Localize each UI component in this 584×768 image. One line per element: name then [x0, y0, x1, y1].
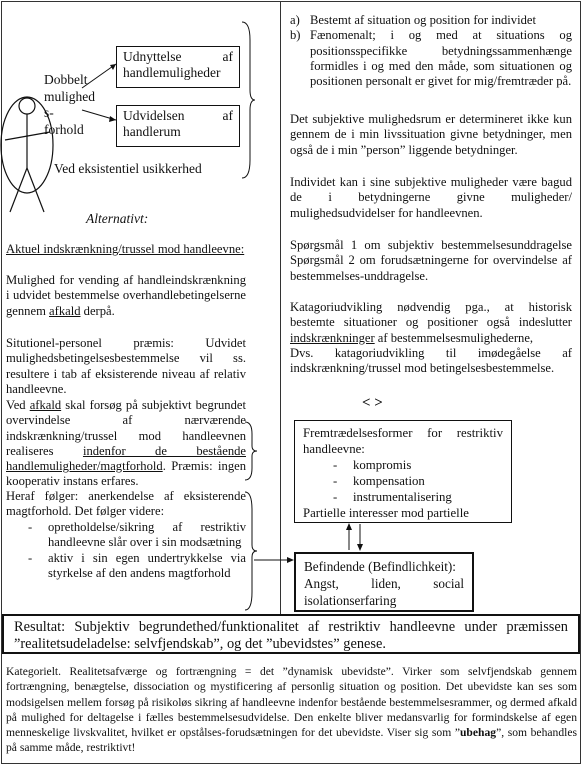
- list-item-a: [290, 13, 572, 28]
- list-item: - opretholdelse/sikring af restriktiv handleevne slår over i sin modsætning: [28, 520, 246, 550]
- list-item: - kompensation: [333, 474, 425, 488]
- heraf-paragraph: Heraf følger: anerkendelse af eksisterende magtforhold. Det følger videre:: [6, 489, 246, 519]
- fremtraedelse-box: [294, 420, 512, 523]
- indenfor-text: indenfor de bestående handlemuligheder/magtforhold: [6, 443, 246, 474]
- horizontal-arrow: [252, 548, 296, 564]
- bottom-paragraph: [6, 664, 577, 756]
- situtionel-paragraph: Situtionel-personel præmis: Udvidet mulighedsbetingelsesbestemmelse vil ss. resultere i tab af eksisterende niveau af relativ handleevne.: [6, 336, 246, 396]
- mulighed-text: Mulighed for vending af handleindskrænkning i udvidet bestemmelse overhandlebetingelserne gennem: [6, 273, 246, 318]
- expansion-box: Udvidelsen af handlerum: [116, 105, 240, 147]
- ved-paragraph: [6, 398, 246, 490]
- befindende-text: Angst, liden, social isolationserfaring: [304, 576, 464, 608]
- aktuel-heading-text: Aktuel indskrænkning/trussel mod handleevne:: [6, 242, 245, 256]
- right-paragraph-1: Det subjektive mulighedsrum er determineret ikke kun gennem de i min livssituation givne betydninger, men også de i min ”person” liggende betydninger.: [290, 112, 572, 157]
- list-a: [290, 13, 572, 89]
- text-a: Bestemt af situation og position for individet: [310, 13, 536, 27]
- right-paragraph-3: Spørgsmål 1 om subjektiv bestemmelsesunddragelse Spørgsmål 2 om forudsætningerne for overvindelse af bestemmelses-unddragelse.: [290, 238, 572, 283]
- p4-underlined: indskrænkninger: [290, 330, 375, 345]
- label-a: a): [290, 13, 300, 27]
- list-item-text: opretholdelse/sikring af restriktiv handleevne slår over i sin modsætning: [48, 520, 246, 550]
- aktuel-heading: [6, 242, 246, 257]
- consequence-list: [28, 520, 246, 581]
- eksistentiel-text: Ved eksistentiel usikkerhed: [54, 161, 202, 176]
- ved-rest-2: . Præmis: ingen kooperativ instans erfares.: [6, 459, 246, 489]
- partielle-text: Partielle interesser mod partielle: [303, 506, 469, 520]
- list-item: - kompromis: [333, 458, 412, 472]
- vertical-arrows: [340, 522, 370, 552]
- connector-arrows: [80, 50, 120, 140]
- list-item-text: kompensation: [353, 474, 425, 488]
- ved-text: Ved: [6, 398, 30, 412]
- alternativt-heading: Alternativt:: [86, 211, 149, 226]
- ubehag-text: ubehag: [459, 726, 497, 740]
- angle-arrows: < >: [362, 395, 383, 411]
- center-divider: [280, 2, 281, 614]
- fremtraedelse-list: [303, 457, 503, 505]
- dobbelt-line-4: forhold: [44, 121, 84, 137]
- left-brace-top: [244, 420, 258, 482]
- fremtraedelse-title: Fremtrædelsesformer for restriktiv handleevne:: [303, 426, 503, 456]
- label-b: b): [290, 28, 301, 43]
- afkald-text-2: afkald: [29, 398, 62, 412]
- mulighed-paragraph: [6, 273, 246, 319]
- list-item: - instrumentalisering: [333, 490, 452, 504]
- befindende-title: Befindende (Befindlichkeit):: [304, 559, 456, 574]
- right-paragraph-2: Individet kan i sine subjektive muligheder være bagud de i betydningerne givne muligheder/ mulighedsudvidelser for handleevnen.: [290, 175, 572, 220]
- list-item-text: instrumentalisering: [353, 490, 452, 504]
- mulighed-tail: derpå.: [80, 303, 115, 318]
- brace-above-b: [282, 72, 294, 82]
- utilization-box: Udnyttelse af handlemuligheder: [116, 46, 240, 88]
- p4-b: af bestemmelsesmulighederne,: [374, 330, 534, 345]
- right-brace: [240, 20, 256, 180]
- bottom-text: Kategorielt. Realitetsafværge og fortrængning = det ”dynamisk ubevidste”. Virker som selvfjendskab gennem fortrængning, benægtelse, dissociation og mystificering af personlig situation og position. Det ubevidste kan ses som modsigelsen mellem forsøg på risikoløs sikring af handleevne indenfor bestående bestemmelsesrammer, og dermed afkald på mulighed for deltagelse i fælles bestemmelsesudvidelse. Den enkelte bliver medansvarlig for formindskelse af egen menneskelige livskvalitet, hvilket er opstålses-forudsætningen for det ubevidste. Viser sig som ”: [6, 665, 577, 740]
- p4-c: Dvs. katagoriudvikling til imødegåelse af indskrænkning/trussel mod betingelsesbestemmelse.: [290, 345, 572, 376]
- list-item-text: kompromis: [353, 458, 412, 472]
- right-paragraph-4: [290, 300, 572, 376]
- ved-rest-1: skal forsøg på subjektivt begrundet overvindelse af nærværende indskrænkning/trussel mod handleevnen realiseres: [6, 398, 246, 458]
- list-item-b: [290, 28, 572, 89]
- dobbelt-line-2: mulighed: [44, 88, 95, 104]
- result-box: Resultat: Subjektiv begrundethed/funktionalitet af restriktiv handleevne under præmissen ”realitetsudeladelse: selvfjendskab”, og det ”ubevidstes” genese.: [2, 614, 580, 654]
- dobbelt-line-3: s-: [44, 105, 54, 120]
- dobbelt-line-1: Dobbelt: [44, 72, 88, 87]
- afkald-text: afkald: [49, 303, 81, 318]
- list-item: - aktiv i sin egen undertrykkelse via styrkelse af den andens magtforhold: [28, 550, 246, 580]
- befindende-box: [294, 552, 474, 612]
- text-b: Fænomenalt; i og med at situations og positionsspecifikke betydningssammenhænge formidles i og med den måde, som situationen og positionen personalt er givet for mig/fremtræder på.: [310, 28, 572, 89]
- p4-a: Katagoriudvikling nødvendig pga., at historisk bestemte situationer og positioner også indeslutter: [290, 300, 572, 330]
- bottom-tail: ”, som behandles på samme måde, restriktivt!: [6, 726, 577, 755]
- list-item-text: aktiv i sin egen undertrykkelse via styrkelse af den andens magtforhold: [48, 550, 246, 580]
